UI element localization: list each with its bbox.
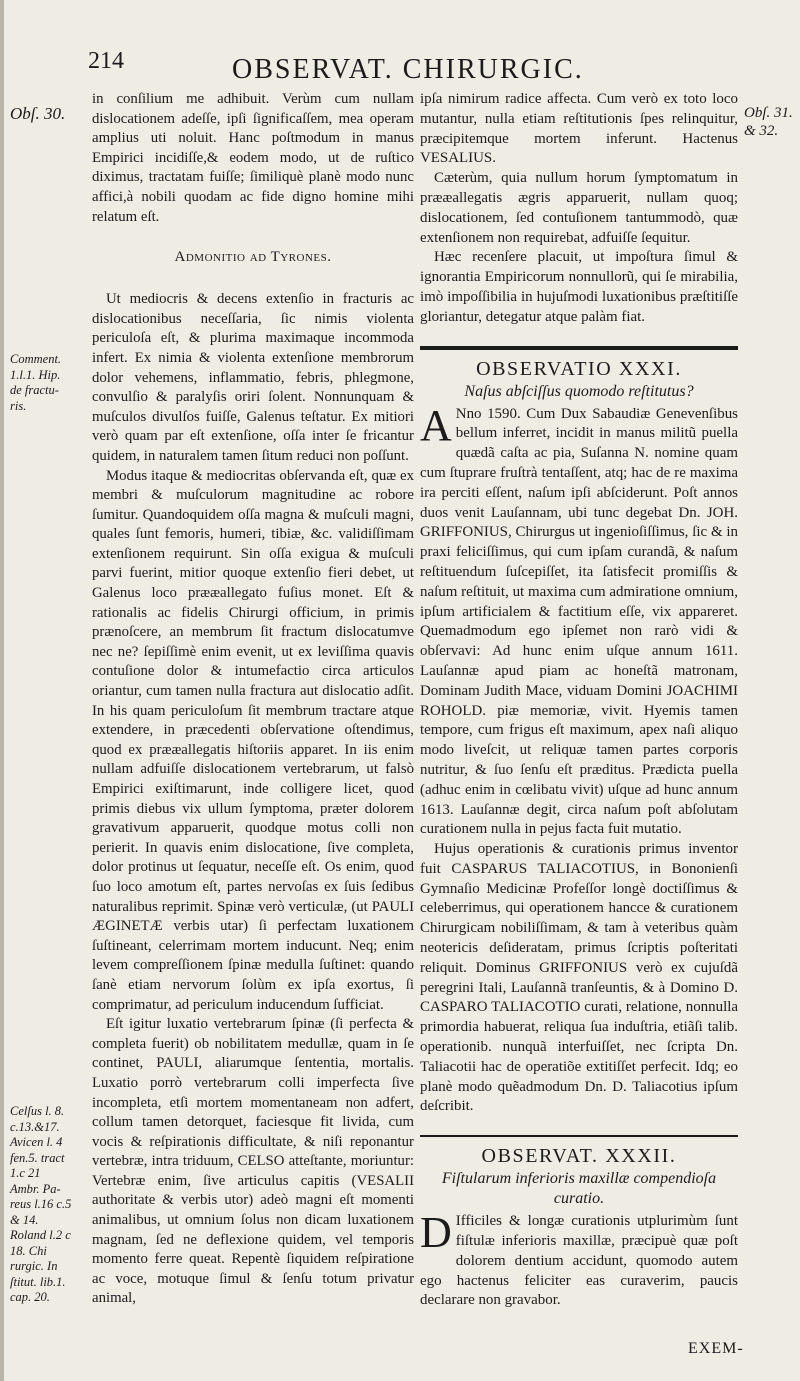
paragraph: Cæterùm, quia nullum horum ſymptomatum in prææallegatis ægris apparuerit, nullam quoq; dislocationem, ſed contuſionem tantummodò, quæ extenſionem non requirebat, adfuiſſe ſequitur. — [420, 170, 738, 246]
admonitio-heading: Admonitio ad Tyrones. — [174, 249, 332, 266]
observation-31-heading: OBSERVATIO XXXI. — [476, 357, 682, 380]
margin-note-commentary: Comment. 1.l.1. Hip. de fractu-ris. — [10, 352, 62, 413]
margin-note-obs31: Obſ. 31. & 32. — [744, 105, 793, 139]
catchword: EXEM- — [688, 1340, 744, 1357]
observation-31-first-paragraph — [420, 400, 738, 841]
section-rule — [420, 1135, 738, 1137]
observation-32-first-paragraph — [420, 1208, 738, 1311]
left-column — [92, 90, 414, 1309]
observation-31-title: Naſus abſciſſus quomodo reſtitutus? — [464, 382, 694, 400]
paragraph: Eſt igitur luxatio vertebrarum ſpinæ (ſi perfecta & completa fuerit) ob nobilitatem medullæ, quam in ſe continet, PAULI, aliarumque ſententia, mortalis. Luxatio porrò vertebrarum colli imperfecta ſive incompleta, etſi mortem momentaneam non adfert, collum tamen detorquet, faciesque fit livida, cum vocis & reſpirationis difficultate, & niſi reponantur vertebræ, intra triduum, CELSO atteſtante, moriuntur: Vertebræ enim, ſive articulus capitis (VESALII authoritate & verbis utor) adeò magni eſt momenti animalibus, ut omnium ſolus non dicam luxationem magnam, ſed ne deflexione quidem, vel temporis momento ferre queat. Repentè ſiquidem reſpiratione ac voce, motuque ſimul & ſenſu totum privatur animal, — [92, 1016, 414, 1307]
paragraph: Hujus operationis & curationis primus inventor fuit CASPARUS TALIACOTIUS, in Bononienſi Gymnaſio Medicinæ Profeſſor longè doctiſſimus & celeberrimus, qui operationem hancce & curationem Chirurgicam nobiliſſimam, & tam à veteribus quàm neotericis deſideratam, primus ſcriptis poſteritati reliquit. Dominus GRIFFONIUS verò ex cujuſdã peregrini Itali, Lauſannã tranſeuntis, & à Domino D. CASPARO TALIACOTIO curati, relatione, nonnulla primordia habuerat, reliqua ſua induſtria, etiãſi talib. operationib. nunquã interfuiſſet, nec ſcripta Dn. Taliacotii hac de operatiõe extitiſſet perfecit. Idq; eo planè modo quẽadmodum Dn. D. Taliacotius ipſum deſcribit. — [420, 841, 738, 1115]
observation-32-heading: OBSERVAT. XXXII. — [481, 1145, 677, 1168]
paragraph: in conſilium me adhibuit. Verùm cum nullam dislocationem adeſſe, ipſi ſignificaſſem, mea operam amplius uti noluit. Hanc poſtmodum in manus Empirici incidiſſe,& eodem modo, ut de ruſtico diximus, tractatam fuiſſe; ſimiliquè planè modo nunc affici,à nobili quodam ac fide digno homine mihi relatum eſt. — [92, 91, 414, 225]
margin-note-celsus: Celſus l. 8. c.13.&17. Avicen l. 4 fen.5. tract 1.c 21 Ambr. Pa-reus l.16 c.5 & 14. Roland l.2 c 18. Chi rurgic. In ſtitut. lib.1. cap. 20. — [10, 1104, 72, 1304]
running-head: OBSERVAT. CHIRURGIC. — [232, 54, 584, 85]
paragraph: Hæc recenſere placuit, ut impoſtura ſimul & ignorantia Empiricorum nonnullorũ, qui ſe mirabilia, imò impoſſibilia in hujuſmodi luxationibus præſtitiſſe gloriantur, detegatur atque palàm fiat. — [420, 249, 738, 325]
right-column — [420, 90, 738, 1311]
page-edge — [0, 0, 4, 1381]
paragraph-text: Ifficiles & longæ curationis utplurimùm ſunt fiſtulæ inferioris maxillæ, præcipuè quæ poſt dolorem dentium accidunt, quomodo autem ego hactenus feliciter eas curaverim, paucis declarare non gravabor. — [420, 1213, 738, 1309]
drop-cap: D — [420, 1208, 452, 1258]
observation-32-title: Fiſtularum inferioris maxillæ compendioſa curatio. — [441, 1170, 717, 1208]
paragraph: ipſa nimirum radice affecta. Cum verò ex toto loco mutantur, nulla etiam reſtitutionis ſpes relinquitur, præcipitemque mortem inferunt. Hactenus VESALIUS. — [420, 91, 738, 167]
drop-cap: A — [420, 400, 452, 450]
page-number: 214 — [88, 48, 124, 74]
paragraph-text: Nno 1590. Cum Dux Sabaudiæ Genevenſibus bellum inferret, incidit in manus militũ puella quædã caſta ac pia, Suſanna N. nomine quam cum ſtuprare fruſtrà tentaſſent, atq; hac de re maxima ira perciti eſſent, naſum ipſi abſciderunt. Poſt annos duos venit Lauſannam, ubi tunc degebat Dn. JOH. GRIFFONIUS, Chirurgus ut ingenioſiſſimus, ſic & in praxi feliciſſimus, qui cum ipſam curandã, & naſum reſtituendum ſuſcepiſſet, ita ſatisfecit promiſſis & naſum reſtituit, ut maxima cum admiratione omnium, ipſum artificialem & factitium eſſe, vix appareret. Quemadmodum ego ipſemet non rarò vidi & obſervavi: Ad hunc enim uſque annum 1611. Lauſannæ apud piam ac honeſtã matronam, Dominam Judith Mace, viduam Domini JOACHIMI ROHOLD. piæ memoriæ, vivit. Hyemis tamen tempore, cum frigus eſt maximum, apex naſi aliquo modo liveſcit, ut reliquæ tamen partes corporis nutritur, & ſuo ſenſu eſt præditus. Prædicta puella (adhuc enim in cœlibatu vivit) uſque ad hunc annum 1613. Lauſannæ degit, circa naſum poſt abſolutam curationem nulla in pejus facta fuit mutatio. — [420, 405, 738, 838]
margin-note-obs30: Obſ. 30. — [10, 104, 66, 123]
paragraph: Modus itaque & mediocritas obſervanda eſt, quæ ex membri & muſculorum magnitudine ac robore ſumitur. Quandoquidem oſſa magna & muſculi magni, quales ſunt femoris, humeri, tibiæ, &c. validiſſimam extenſionem requirunt. Sin oſſa exigua & muſculi parvi fuerint, mitior quoque extenſio fieri debet, ut Galenus loco prææallegato fuſius monet. Eſt & rationalis ac fidelis Chirurgi officium, in primis prænoſcere, an membrum ſit fractum dislocatumve nec ne? ſepiſſimè enim evenit, ut ex leviſſima quavis contuſione dolor & intumefactio circa articulos oriantur, cum tamen nulla fractura aut dislocatio adſit. In his quam periculoſum ſit membrum tractare atque extendere, in præcedenti obſervatione oſtendimus, quod ex prææallegatis hiſtoriis apparet. In iis enim nullam adfuiſſe dislocationem vertebrarum, ut falsò Empirici exiſtimarunt, inde colligere licet, quod primis diebus vix ullum ſymptoma, præter dolorem gravativum apparuerit, quodque motus colli non perierit. In quavis enim dislocatione, ſive completa, dolor protinus ut ſequatur, neceſſe eſt. Os enim, quod ſuo loco amotum eſt, partes nervoſas ex ſuis ſedibus naturalibus reprimit. Spinæ verò verticulæ, (ut PAULI ÆGINETÆ verbis utar) ſi perfectam luxationem ſuſtineant, celerrimam mortem inducunt. Neq; enim levem compreſſionem ſpinæ medulla ſuſtinet: quando ſanè etiam nervorum ſolùm ex ipſa exortus, ſi comprimatur, ad periculum inducendum ſufficiat. — [92, 467, 414, 1013]
section-rule — [420, 346, 738, 350]
paragraph: Ut mediocris & decens extenſio in fracturis ac dislocationibus neceſſaria, ſic nimis violenta periculoſa eſt, & plurima maximaque incommoda infert. Ex nimia & violenta extenſione membrorum dolor vehemens, inflammatio, febris, phlegmone, convulſio & paralyſis oriri ſolent. Nonnunquam & muſculos divulſos fuiſſe, Galenus teſtatur. Ex mitiori verò quam par eſt extenſione, oſſa inter ſe fricantur quidem, in naturalem tamen ſitum reduci non poſſunt. — [92, 291, 414, 464]
